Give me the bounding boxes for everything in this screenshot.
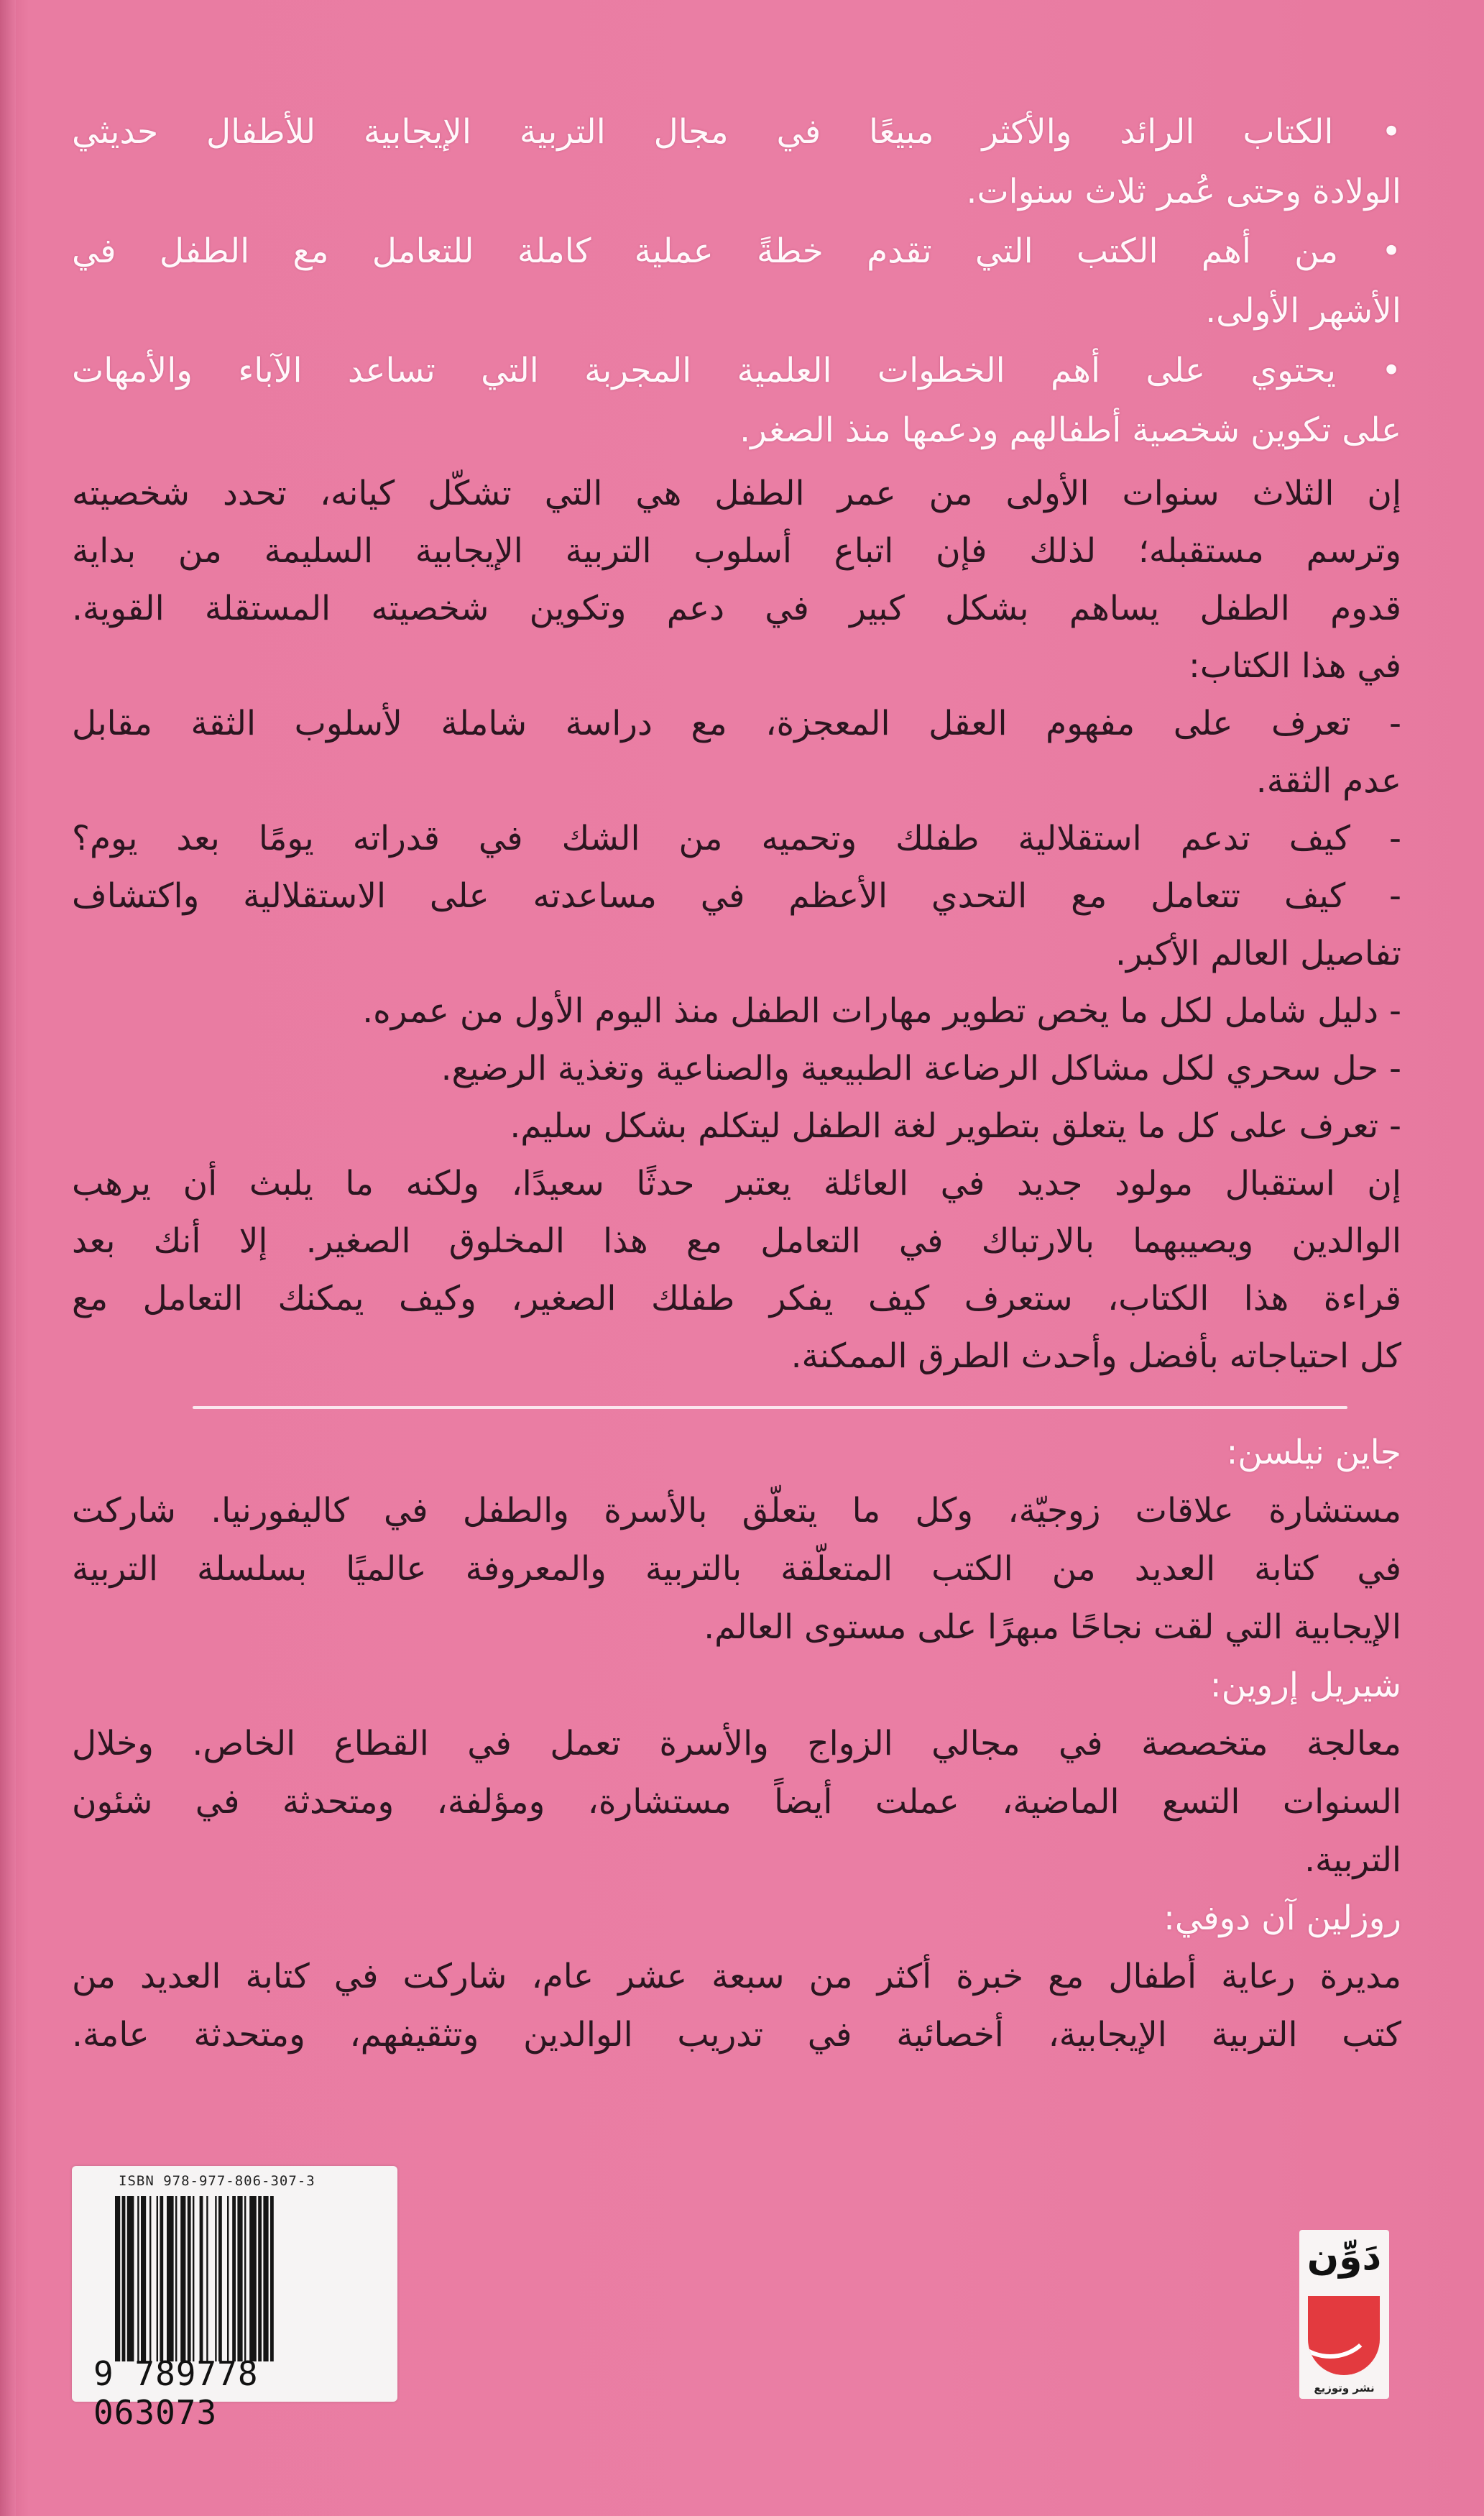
text-line: تفاصيل العالم الأكبر.	[1115, 934, 1401, 973]
barcode-bar	[263, 2196, 268, 2361]
barcode-bars	[115, 2196, 374, 2361]
book-spine-edge	[0, 0, 16, 2516]
section-divider	[193, 1406, 1347, 1409]
barcode-bar	[200, 2196, 203, 2361]
publisher-logo-mark-icon	[1308, 2296, 1380, 2375]
isbn-text: ISBN 978-977-806-307-3	[119, 2173, 315, 2189]
text-line: • يحتوي على أهم الخطوات العلمية المجربة التي تساعد الآباء والأمهات	[72, 351, 1401, 390]
text-line: قدوم الطفل يساهم بشكل كبير في دعم وتكوين شخصيته المستقلة القوية.	[72, 589, 1401, 628]
barcode-bar	[193, 2196, 194, 2361]
author-name-heading: جاين نيلسن:	[1226, 1433, 1401, 1472]
text-line: الولادة وحتى عُمر ثلاث سنوات.	[966, 172, 1401, 211]
barcode-bar	[258, 2196, 262, 2361]
text-line: - تعرف على كل ما يتعلق بتطوير لغة الطفل ليتكلم بشكل سليم.	[510, 1106, 1401, 1146]
text-line: قراءة هذا الكتاب، ستعرف كيف يفكر طفلك الصغير، وكيف يمكنك التعامل مع	[72, 1279, 1401, 1318]
text-line: التربية.	[1304, 1840, 1401, 1880]
text-line: - دليل شامل لكل ما يخص تطوير مهارات الطفل منذ اليوم الأول من عمره.	[362, 991, 1401, 1031]
barcode-bar	[115, 2196, 120, 2361]
barcode-bar	[218, 2196, 222, 2361]
barcode-bar	[137, 2196, 139, 2361]
publisher-name: دَوِّن	[1306, 2236, 1382, 2279]
text-line: مديرة رعاية أطفال مع خبرة أكثر من سبعة عشر عام، شاركت في كتابة العديد من	[72, 1957, 1401, 1996]
text-line: في كتابة العديد من الكتب المتعلّقة بالتربية والمعروفة عالميًا بسلسلة التربية	[72, 1549, 1401, 1589]
barcode-bar	[249, 2196, 257, 2361]
barcode-bar	[167, 2196, 174, 2361]
text-line: - تعرف على مفهوم العقل المعجزة، مع دراسة شاملة لأسلوب الثقة مقابل	[72, 704, 1401, 743]
text-line: - حل سحري لكل مشاكل الرضاعة الطبيعية والصناعية وتغذية الرضيع.	[441, 1049, 1401, 1088]
book-description	[72, 465, 1401, 1385]
barcode-bar	[232, 2196, 236, 2361]
text-line: الإيجابية التي لقت نجاحًا مبهرًا على مستوى العالم.	[704, 1607, 1401, 1647]
barcode-bar	[188, 2196, 191, 2361]
barcode-bar	[215, 2196, 216, 2361]
barcode-bar	[149, 2196, 151, 2361]
barcode-bar	[180, 2196, 185, 2361]
text-line: عدم الثقة.	[1255, 761, 1401, 801]
barcode-bar	[237, 2196, 242, 2361]
text-line: • من أهم الكتب التي تقدم خطةً عملية كاملة للتعامل مع الطفل في	[72, 231, 1401, 271]
highlights-list	[72, 102, 1401, 460]
barcode-bar	[270, 2196, 274, 2361]
text-line: كل احتياجاته بأفضل وأحدث الطرق الممكنة.	[791, 1336, 1401, 1376]
barcode-bar	[157, 2196, 158, 2361]
text-line: • الكتاب الرائد والأكثر مبيعًا في مجال التربية الإيجابية للأطفال حديثي	[72, 112, 1401, 152]
barcode-bar	[244, 2196, 246, 2361]
barcode-bar	[122, 2196, 126, 2361]
text-line: إن الثلاث سنوات الأولى من عمر الطفل هي التي تشكّل كيانه، تحدد شخصيته	[72, 474, 1401, 513]
text-line: كتب التربية الإيجابية، أخصائية في تدريب الوالدين وتثقيفهم، ومتحدثة عامة.	[72, 2015, 1401, 2054]
text-line: السنوات التسع الماضية، عملت أيضاً مستشارة، ومؤلفة، ومتحدثة في شئون	[72, 1782, 1401, 1822]
barcode-bar	[160, 2196, 163, 2361]
barcode-digits: 9 789778 063073	[93, 2354, 259, 2432]
text-line: الأشهر الأولى.	[1205, 291, 1401, 331]
barcode-bar	[141, 2196, 146, 2361]
isbn-barcode	[72, 2166, 397, 2432]
barcode-bar	[175, 2196, 177, 2361]
text-line: معالجة متخصصة في مجالي الزواج والأسرة تعمل في القطاع الخاص. وخلال	[72, 1724, 1401, 1763]
barcode-bar	[206, 2196, 208, 2361]
author-name-heading: روزلين آن دوفي:	[1163, 1899, 1401, 1938]
publisher-logo	[1299, 2230, 1389, 2399]
text-line: في هذا الكتاب:	[1189, 646, 1401, 686]
text-line: - كيف تدعم استقلالية طفلك وتحميه من الشك في قدراته يومًا بعد يوم؟	[72, 819, 1401, 858]
text-line: مستشارة علاقات زوجيّة، وكل ما يتعلّق بالأسرة والطفل في كاليفورنيا. شاركت	[72, 1491, 1401, 1530]
barcode-bar	[227, 2196, 229, 2361]
text-line: - كيف تتعامل مع التحدي الأعظم في مساعدته على الاستقلالية واكتشاف	[72, 876, 1401, 916]
text-line: إن استقبال مولود جديد في العائلة يعتبر حدثًا سعيدًا، ولكنه ما يلبث أن يرهب	[72, 1164, 1401, 1203]
publisher-tagline: نشر وتوزيع	[1314, 2382, 1375, 2395]
text-line: على تكوين شخصية أطفالهم ودعمها منذ الصغر.	[739, 410, 1401, 450]
author-bios	[72, 1423, 1401, 2064]
barcode-bar	[127, 2196, 134, 2361]
text-line: الوالدين ويصيبهما بالارتباك في التعامل مع هذا المخلوق الصغير. إلا أنك بعد	[72, 1221, 1401, 1261]
author-name-heading: شيريل إروين:	[1209, 1666, 1401, 1705]
text-line: وترسم مستقبله؛ لذلك فإن اتباع أسلوب التربية الإيجابية السليمة من بداية	[72, 531, 1401, 571]
